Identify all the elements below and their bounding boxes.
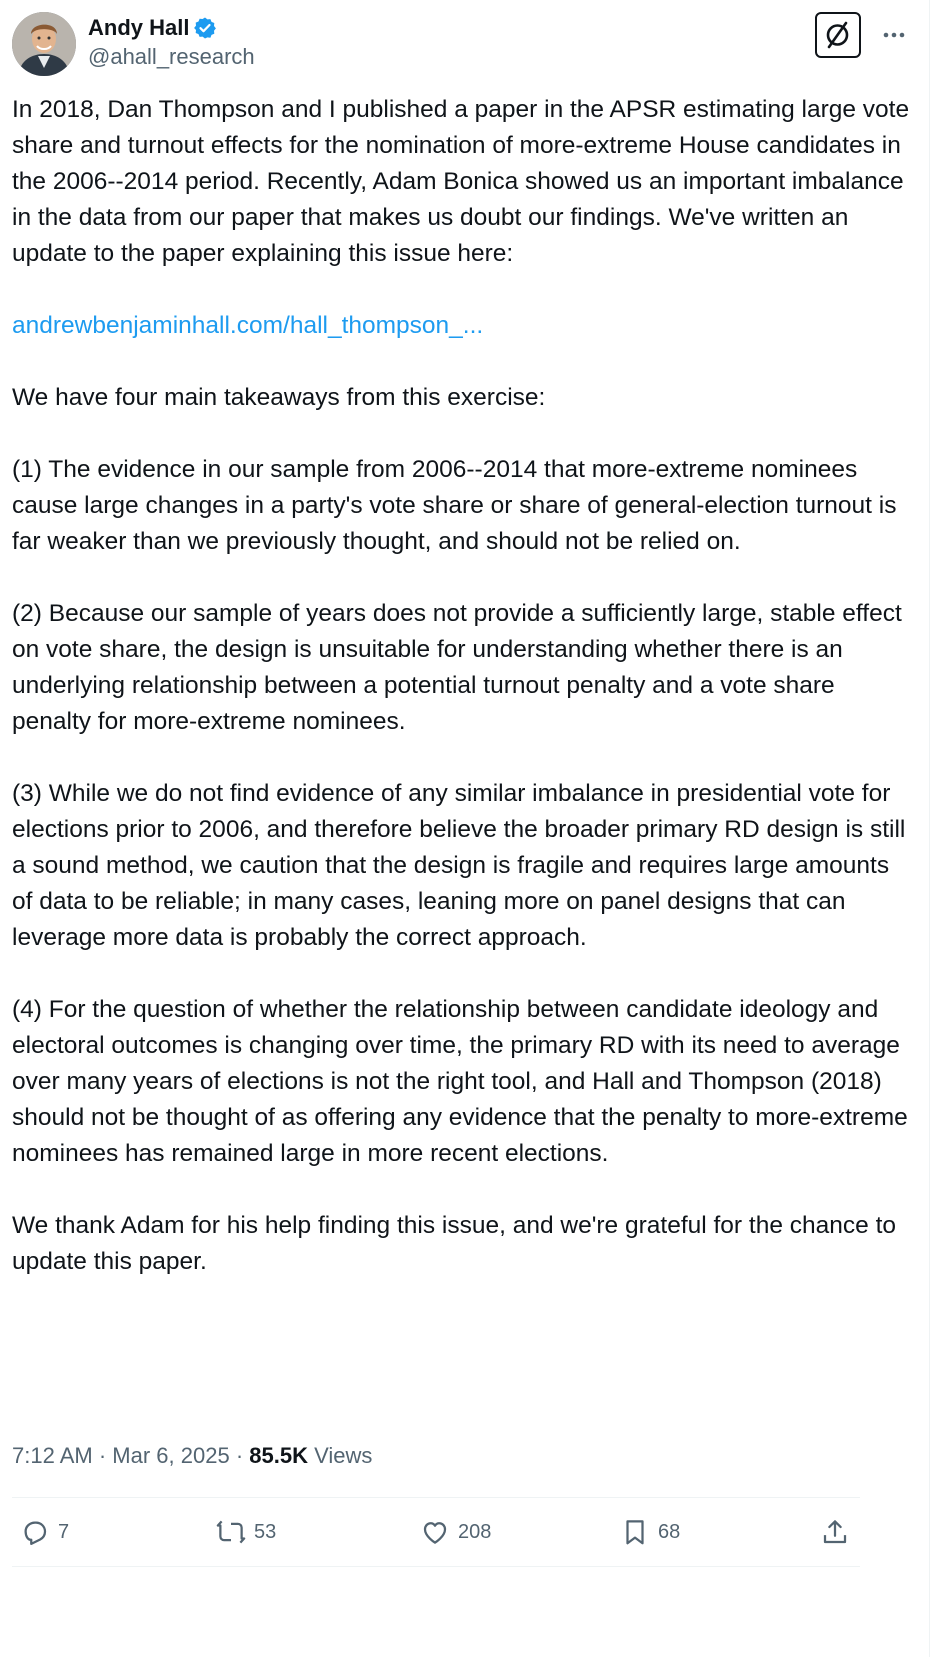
like-button[interactable]	[420, 1508, 491, 1556]
takeaway-1: (1) The evidence in our sample from 2006--2014 that more-extreme nominees cause large changes in a party's vote share or share of general-election turnout is far weaker than we previously thought, and should not be relied on.	[12, 456, 897, 555]
reply-button[interactable]	[20, 1508, 69, 1556]
tweet-body	[12, 92, 912, 1280]
tweet-header	[12, 12, 912, 76]
verified-badge-icon[interactable]	[193, 16, 217, 40]
heart-icon	[420, 1517, 450, 1547]
takeaway-2: (2) Because our sample of years does not provide a sufficiently large, stable effect on vote share, the design is unsuitable for understanding whether there is an underlying relationship between a potential turnout penalty and a vote share penalty for more-extreme nominees.	[12, 600, 902, 735]
bookmark-icon	[620, 1517, 650, 1547]
divider	[12, 1497, 860, 1498]
timeline-border	[929, 0, 930, 1657]
avatar[interactable]	[12, 12, 76, 76]
takeaway-3: (3) While we do not find evidence of any similar imbalance in presidential vote for elections prior to 2006, and therefore believe the broader primary RD design is still a sound method, we caution that the design is fragile and requires large amounts of data to be reliable; in many cases, leaning more on panel designs that can leverage more data is probably the correct approach.	[12, 780, 906, 951]
tweet-metadata	[12, 1440, 372, 1472]
author-info	[88, 14, 255, 72]
bookmark-count: 68	[658, 1520, 681, 1543]
meta-separator: ·	[98, 1443, 107, 1468]
tweet-closing: We thank Adam for his help finding this issue, and we're grateful for the chance to update this paper.	[12, 1212, 897, 1275]
views-count: 85.5K	[249, 1443, 308, 1468]
grok-button[interactable]	[815, 12, 861, 58]
action-bar	[12, 1508, 860, 1556]
ellipsis-icon	[880, 22, 910, 48]
avatar-photo-icon	[12, 12, 76, 76]
meta-separator: ·	[235, 1443, 244, 1468]
share-button[interactable]	[820, 1508, 850, 1556]
bookmark-button[interactable]	[620, 1508, 680, 1556]
more-options-button[interactable]	[880, 22, 910, 48]
tweet-time[interactable]: 7:12 AM	[12, 1443, 93, 1468]
paper-link[interactable]: andrewbenjaminhall.com/hall_thompson_...	[12, 312, 484, 339]
tweet-paragraph: In 2018, Dan Thompson and I published a paper in the APSR estimating large vote share and turnout effects for the nomination of more-extreme House candidates in the 2006--2014 period. Recently, Adam Bonica showed us an important imbalance in the data from our paper that makes us doubt our findings. We've written an update to the paper explaining this issue here:	[12, 96, 910, 267]
repost-icon	[216, 1517, 246, 1547]
author-display-name[interactable]: Andy Hall	[88, 15, 190, 40]
slashed-circle-icon	[817, 14, 858, 55]
like-count: 208	[458, 1520, 492, 1543]
repost-button[interactable]	[216, 1508, 276, 1556]
divider	[12, 1566, 860, 1567]
author-handle[interactable]: @ahall_research	[88, 44, 255, 69]
repost-count: 53	[254, 1520, 277, 1543]
share-icon	[820, 1517, 850, 1547]
tweet-date[interactable]: Mar 6, 2025	[112, 1443, 230, 1468]
views-label: Views	[314, 1443, 373, 1468]
reply-count: 7	[58, 1520, 70, 1543]
takeaway-4: (4) For the question of whether the relationship between candidate ideology and electoral outcomes is changing over time, the primary RD with its need to average over many years of elections is not the right tool, and Hall and Thompson (2018) should not be thought of as offering any evidence that the penalty to more-extreme nominees has remained large in more recent elections.	[12, 996, 908, 1167]
tweet-paragraph: We have four main takeaways from this exercise:	[12, 384, 546, 411]
reply-icon	[20, 1517, 50, 1547]
